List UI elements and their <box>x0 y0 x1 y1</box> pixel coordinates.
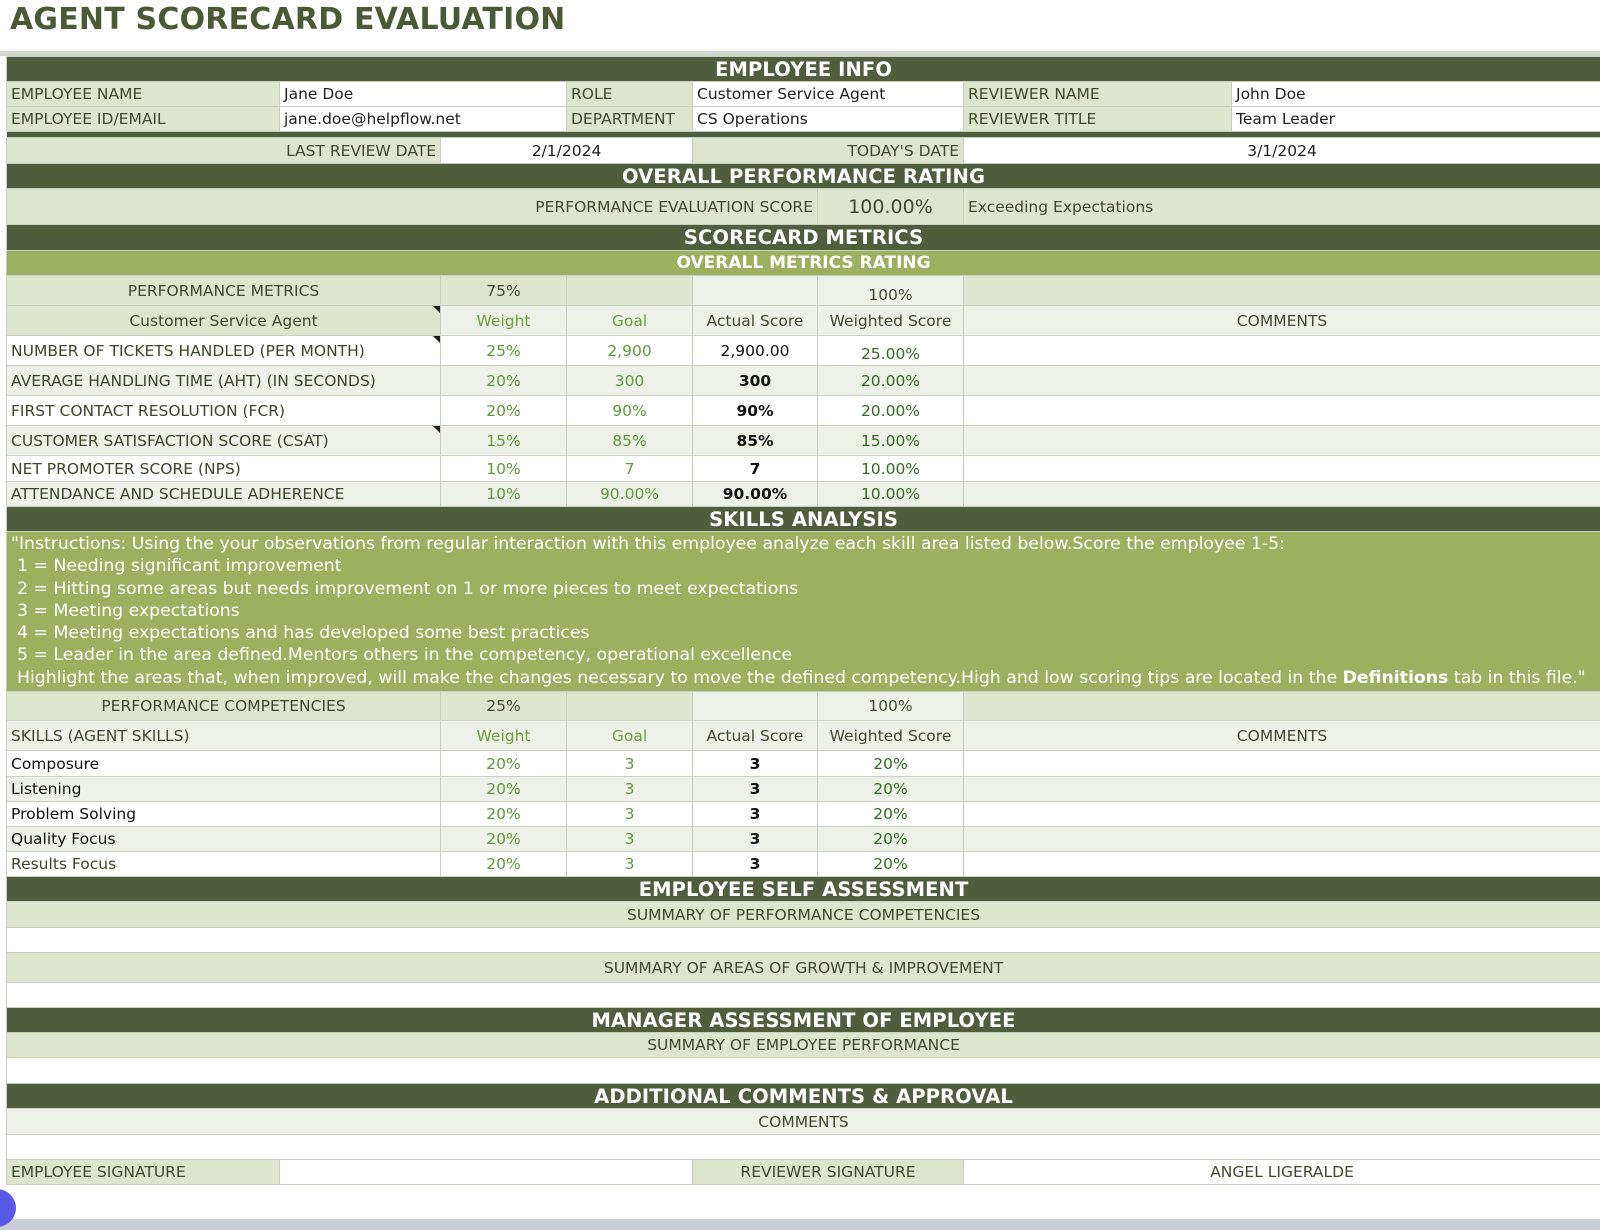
skill-goal[interactable]: 3 <box>567 827 693 852</box>
skills-comments-header: COMMENTS <box>964 721 1600 751</box>
reviewer-signature-label: REVIEWER SIGNATURE <box>693 1160 964 1185</box>
skills-weight-header: Weight <box>441 721 567 751</box>
skills-name-header: SKILLS (AGENT SKILLS) <box>7 721 441 751</box>
table-row <box>7 482 1600 507</box>
skill-comment-cell[interactable] <box>964 777 1600 802</box>
skill-goal[interactable]: 3 <box>567 852 693 877</box>
metric-comment-cell[interactable] <box>964 426 1600 456</box>
table-row <box>7 802 1600 827</box>
metric-weight[interactable]: 10% <box>441 456 567 482</box>
skill-comment-cell[interactable] <box>964 852 1600 877</box>
summary-growth-field[interactable] <box>7 983 1600 1008</box>
table-row <box>7 852 1600 877</box>
metric-name: CUSTOMER SATISFACTION SCORE (CSAT) <box>7 426 441 456</box>
table-row <box>7 456 1600 482</box>
role-label: ROLE <box>567 82 693 107</box>
todays-date-cell[interactable]: 3/1/2024 <box>964 138 1600 164</box>
performance-metrics-total: 100% <box>818 276 964 306</box>
instructions-line: 4 = Meeting expectations and has developed some best practices <box>17 623 590 644</box>
performance-metrics-label: PERFORMANCE METRICS <box>7 276 441 306</box>
empty-cell <box>964 276 1600 306</box>
skills-instructions <box>7 532 1600 692</box>
metric-comment-cell[interactable] <box>964 366 1600 396</box>
skill-goal[interactable]: 3 <box>567 751 693 777</box>
definitions-tab-reference: Definitions <box>1342 667 1449 688</box>
table-row <box>7 426 1600 456</box>
summary-growth-label: SUMMARY OF AREAS OF GROWTH & IMPROVEMENT <box>7 953 1600 983</box>
department-cell[interactable]: CS Operations <box>693 107 964 132</box>
todays-date-label: TODAY'S DATE <box>693 138 964 164</box>
performance-competencies-label: PERFORMANCE COMPETENCIES <box>7 692 441 721</box>
skills-actual-header: Actual Score <box>693 721 818 751</box>
performance-competencies-weight: 25% <box>441 692 567 721</box>
reviewer-title-label: REVIEWER TITLE <box>964 107 1232 132</box>
metrics-actual-header: Actual Score <box>693 306 818 336</box>
performance-metrics-weight: 75% <box>441 276 567 306</box>
skill-actual[interactable]: 3 <box>693 852 818 877</box>
table-row <box>7 396 1600 426</box>
self-assessment-heading: EMPLOYEE SELF ASSESSMENT <box>7 877 1600 902</box>
department-label: DEPARTMENT <box>567 107 693 132</box>
table-row <box>7 336 1600 366</box>
metrics-goal-header: Goal <box>567 306 693 336</box>
reviewer-name-label: REVIEWER NAME <box>964 82 1232 107</box>
scorecard-metrics-heading: SCORECARD METRICS <box>7 225 1600 251</box>
metric-actual[interactable]: 85% <box>693 426 818 456</box>
horizontal-scrollbar[interactable] <box>0 1219 1600 1230</box>
performance-score-value: 100.00% <box>818 189 964 225</box>
skill-name: Composure <box>7 751 441 777</box>
page-title: AGENT SCORECARD EVALUATION <box>10 2 566 37</box>
table-row <box>7 751 1600 777</box>
role-cell[interactable]: Customer Service Agent <box>693 82 964 107</box>
empty-cell <box>567 276 693 306</box>
metric-goal[interactable]: 90.00% <box>567 482 693 507</box>
skill-weighted: 20% <box>818 852 964 877</box>
skill-actual[interactable]: 3 <box>693 777 818 802</box>
employee-name-label: EMPLOYEE NAME <box>7 82 280 107</box>
skills-goal-header: Goal <box>567 721 693 751</box>
instructions-line: 5 = Leader in the area defined.Mentors others in the competency, operational excellence <box>17 645 793 666</box>
metric-weight[interactable]: 10% <box>441 482 567 507</box>
scorecard-sheet <box>6 56 1600 1185</box>
overall-performance-heading: OVERALL PERFORMANCE RATING <box>7 164 1600 189</box>
metric-weight[interactable]: 15% <box>441 426 567 456</box>
metric-comment-cell[interactable] <box>964 482 1600 507</box>
skill-weight[interactable]: 20% <box>441 751 567 777</box>
skill-weighted: 20% <box>818 777 964 802</box>
metrics-comments-header: COMMENTS <box>964 306 1600 336</box>
skill-actual[interactable]: 3 <box>693 827 818 852</box>
empty-cell <box>693 276 818 306</box>
instructions-line: 1 = Needing significant improvement <box>17 556 342 577</box>
skill-comment-cell[interactable] <box>964 751 1600 777</box>
metric-comment-cell[interactable] <box>964 456 1600 482</box>
metric-weighted: 15.00% <box>818 426 964 456</box>
metric-name: NET PROMOTER SCORE (NPS) <box>7 456 441 482</box>
metric-weighted: 25.00% <box>818 336 964 366</box>
metric-weighted: 10.00% <box>818 482 964 507</box>
skill-weighted: 20% <box>818 827 964 852</box>
performance-rating-text: Exceeding Expectations <box>964 189 1600 225</box>
employee-signature-label: EMPLOYEE SIGNATURE <box>7 1160 280 1185</box>
last-review-date-cell[interactable]: 2/1/2024 <box>441 138 693 164</box>
metric-actual[interactable]: 2,900.00 <box>693 336 818 366</box>
metric-actual[interactable]: 90.00% <box>693 482 818 507</box>
skill-weighted: 20% <box>818 802 964 827</box>
table-row <box>7 777 1600 802</box>
skill-name: Problem Solving <box>7 802 441 827</box>
skill-weight[interactable]: 20% <box>441 827 567 852</box>
metric-weighted: 20.00% <box>818 396 964 426</box>
performance-score-label: PERFORMANCE EVALUATION SCORE <box>7 189 818 225</box>
skill-comment-cell[interactable] <box>964 802 1600 827</box>
metric-goal[interactable]: 7 <box>567 456 693 482</box>
skill-name: Quality Focus <box>7 827 441 852</box>
instructions-text: tab in this file." <box>1448 667 1586 688</box>
comments-field[interactable] <box>7 1135 1600 1160</box>
summary-employee-performance-label: SUMMARY OF EMPLOYEE PERFORMANCE <box>7 1033 1600 1058</box>
approval-heading: ADDITIONAL COMMENTS & APPROVAL <box>7 1084 1600 1109</box>
employee-signature-field[interactable] <box>280 1160 693 1185</box>
employee-id-label: EMPLOYEE ID/EMAIL <box>7 107 280 132</box>
reviewer-signature-field[interactable]: ANGEL LIGERALDE <box>964 1160 1600 1185</box>
instructions-line: 3 = Meeting expectations <box>17 600 240 621</box>
summary-competencies-field[interactable] <box>7 928 1600 953</box>
instructions-text: Highlight the areas that, when improved, will make the changes necessary to move the defined competency.High and low scoring tips are located in the <box>17 667 1343 688</box>
performance-competencies-total: 100% <box>818 692 964 721</box>
comments-label: COMMENTS <box>7 1109 1600 1135</box>
metric-name: ATTENDANCE AND SCHEDULE ADHERENCE <box>7 482 441 507</box>
employee-id-cell[interactable]: jane.doe@helpflow.net <box>280 107 567 132</box>
metrics-weighted-header: Weighted Score <box>818 306 964 336</box>
skill-weight[interactable]: 20% <box>441 852 567 877</box>
skill-weighted: 20% <box>818 751 964 777</box>
metric-goal[interactable]: 2,900 <box>567 336 693 366</box>
employee-info-heading: EMPLOYEE INFO <box>7 57 1600 82</box>
instructions-line: 2 = Hitting some areas but needs improvement on 1 or more pieces to meet expectations <box>17 578 799 599</box>
skill-actual[interactable]: 3 <box>693 802 818 827</box>
metric-actual[interactable]: 300 <box>693 366 818 396</box>
metric-weight[interactable]: 20% <box>441 396 567 426</box>
metric-weight[interactable]: 25% <box>441 336 567 366</box>
skill-name: Listening <box>7 777 441 802</box>
summary-competencies-label: SUMMARY OF PERFORMANCE COMPETENCIES <box>7 902 1600 928</box>
metric-actual[interactable]: 90% <box>693 396 818 426</box>
overall-metrics-rating-heading: OVERALL METRICS RATING <box>7 251 1600 276</box>
manager-assessment-heading: MANAGER ASSESSMENT OF EMPLOYEE <box>7 1008 1600 1033</box>
skill-weight[interactable]: 20% <box>441 777 567 802</box>
metrics-name-header: Customer Service Agent <box>7 306 441 336</box>
metric-weighted: 10.00% <box>818 456 964 482</box>
metric-goal[interactable]: 300 <box>567 366 693 396</box>
skill-actual[interactable]: 3 <box>693 751 818 777</box>
employee-name-cell[interactable]: Jane Doe <box>280 82 567 107</box>
metrics-weight-header: Weight <box>441 306 567 336</box>
metric-name: FIRST CONTACT RESOLUTION (FCR) <box>7 396 441 426</box>
skill-name: Results Focus <box>7 852 441 877</box>
skill-goal[interactable]: 3 <box>567 777 693 802</box>
metric-weighted: 20.00% <box>818 366 964 396</box>
skill-goal[interactable]: 3 <box>567 802 693 827</box>
summary-employee-performance-field[interactable] <box>7 1058 1600 1084</box>
skills-weighted-header: Weighted Score <box>818 721 964 751</box>
instructions-line <box>11 667 1596 689</box>
skill-weight[interactable]: 20% <box>441 802 567 827</box>
instructions-line: "Instructions: Using the your observations from regular interaction with this employee analyze each skill area listed below.Score the employee 1-5: <box>11 534 1285 554</box>
metric-goal[interactable]: 85% <box>567 426 693 456</box>
metric-comment-cell[interactable] <box>964 336 1600 366</box>
table-row <box>7 827 1600 852</box>
metric-comment-cell[interactable] <box>964 396 1600 426</box>
metric-weight[interactable]: 20% <box>441 366 567 396</box>
reviewer-title-cell[interactable]: Team Leader <box>1232 107 1600 132</box>
reviewer-name-cell[interactable]: John Doe <box>1232 82 1600 107</box>
empty-cell <box>693 692 818 721</box>
metric-name: NUMBER OF TICKETS HANDLED (PER MONTH) <box>7 336 441 366</box>
last-review-date-label: LAST REVIEW DATE <box>7 138 441 164</box>
empty-cell <box>964 692 1600 721</box>
skill-comment-cell[interactable] <box>964 827 1600 852</box>
metric-name: AVERAGE HANDLING TIME (AHT) (IN SECONDS) <box>7 366 441 396</box>
table-row <box>7 366 1600 396</box>
metric-goal[interactable]: 90% <box>567 396 693 426</box>
metric-actual[interactable]: 7 <box>693 456 818 482</box>
skills-analysis-heading: SKILLS ANALYSIS <box>7 507 1600 532</box>
empty-cell <box>567 692 693 721</box>
